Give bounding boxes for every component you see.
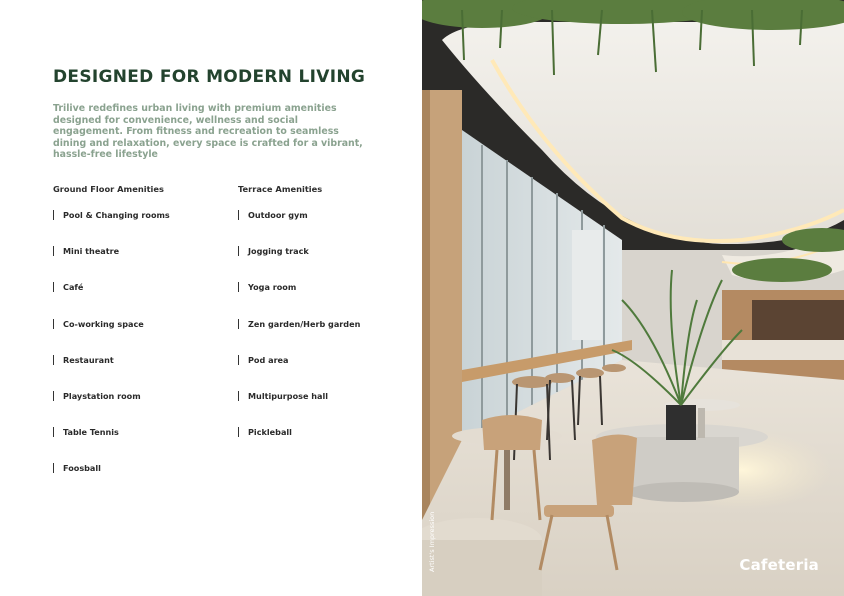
ground-floor-amenities (53, 183, 170, 500)
amenity-label: Mini theatre (63, 246, 120, 257)
bullet-bar (53, 210, 54, 220)
list-item (53, 391, 164, 427)
amenity-label: Pickleball (248, 427, 292, 438)
amenity-label: Playstation room (63, 390, 141, 401)
list-item (53, 355, 164, 391)
bullet-bar (53, 463, 54, 473)
list-item (238, 282, 322, 318)
artists-impression-label: Artist's Impression (428, 511, 436, 572)
bullet-bar (238, 282, 239, 292)
bullet-bar (238, 319, 239, 329)
column-heading: Ground Floor Amenities (53, 184, 164, 194)
cafeteria-image (422, 0, 844, 596)
bullet-bar (53, 355, 54, 365)
bullet-bar (238, 210, 239, 220)
list-item (53, 210, 170, 246)
column-heading: Terrace Amenities (238, 184, 323, 194)
amenity-list (238, 210, 361, 463)
bullet-bar (53, 391, 54, 401)
bullet-bar (238, 427, 239, 437)
bullet-bar (238, 355, 239, 365)
bullet-bar (238, 391, 239, 401)
bullet-bar (53, 282, 54, 292)
bullet-bar (53, 246, 54, 256)
list-item (238, 210, 322, 246)
bullet-bar (53, 427, 54, 437)
amenity-label: Jogging track (248, 246, 309, 257)
amenity-label: Yoga room (248, 282, 297, 293)
list-item (53, 427, 164, 463)
list-item (53, 246, 164, 282)
bullet-bar (238, 246, 239, 256)
list-item (238, 318, 361, 355)
amenity-label: Café (63, 282, 84, 293)
amenity-list (53, 210, 170, 500)
amenity-label: Co-working space (63, 318, 144, 329)
terrace-amenities (238, 183, 361, 463)
amenity-label: Outdoor gym (248, 210, 308, 220)
amenity-label: Zen garden/Herb garden (248, 318, 361, 329)
list-item (238, 427, 322, 463)
list-item (238, 246, 322, 282)
bullet-bar (53, 319, 54, 329)
amenity-label: Multipurpose hall (248, 390, 329, 401)
amenity-label: Table Tennis (63, 427, 119, 438)
list-item (238, 355, 322, 391)
amenity-label: Pool & Changing rooms (63, 210, 170, 220)
image-caption: Cafeteria (739, 556, 819, 574)
page-title: DESIGNED FOR MODERN LIVING (53, 67, 366, 87)
amenity-label: Pod area (248, 354, 289, 365)
list-item (53, 282, 164, 318)
list-item (53, 319, 164, 355)
amenity-label: Restaurant (63, 354, 114, 365)
list-item (238, 390, 329, 427)
list-item (53, 463, 164, 499)
cafeteria-illustration (422, 0, 844, 596)
amenity-label: Foosball (63, 463, 101, 474)
intro-paragraph: Trilive redefines urban living with premium amenities designed for convenience, wellness and social engagement. From fitness and recreation to seamless dining and relaxation, every space is crafted for a vibrant, hassle-free lifestyle (53, 103, 363, 161)
